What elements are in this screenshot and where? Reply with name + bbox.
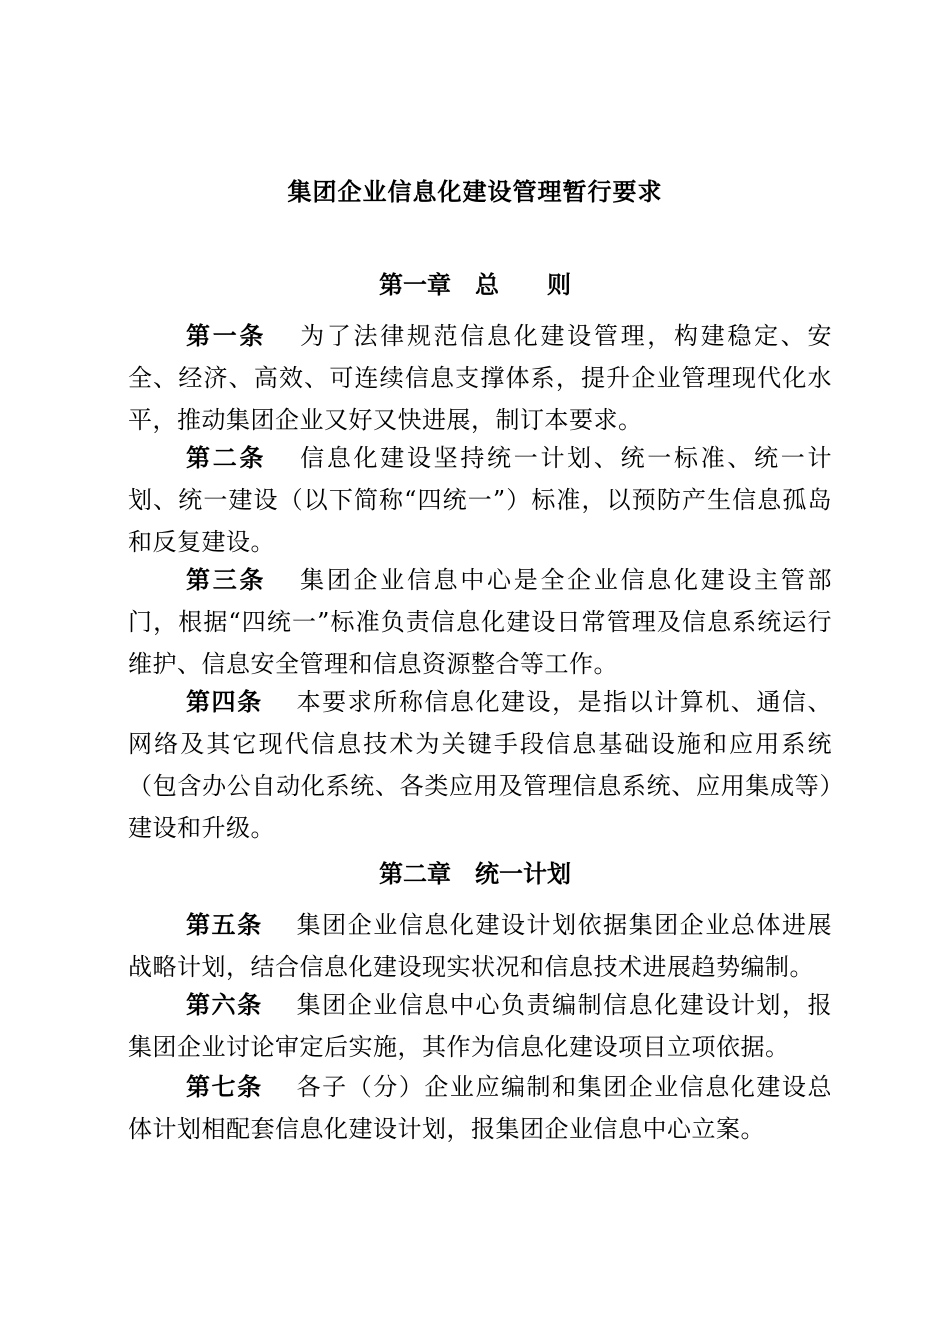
article-label: 第七条 bbox=[186, 1073, 263, 1101]
article-label: 第四条 bbox=[186, 688, 263, 716]
article-label: 第五条 bbox=[186, 911, 263, 939]
chapter-heading-2: 第二章 统一计划 bbox=[379, 860, 571, 888]
article-text: 集团企业信息化建设计划依据集团企业总体进展战略计划，结合信息化建设现实状况和信息技术进展趋势编制。 bbox=[128, 911, 833, 981]
article-2 bbox=[128, 437, 832, 563]
article-text: 为了法律规范信息化建设管理，构建稳定、安全、经济、高效、可连续信息支撑体系，提升企业管理现代化水平，推动集团企业又好又快进展，制订本要求。 bbox=[128, 322, 833, 434]
chapter-heading-1: 第一章 总 则 bbox=[379, 271, 571, 299]
article-label: 第六条 bbox=[186, 991, 263, 1019]
article-3 bbox=[128, 559, 832, 685]
article-text: 各子（分）企业应编制和集团企业信息化建设总体计划相配套信息化建设计划，报集团企业信息中心立案。 bbox=[128, 1073, 833, 1143]
article-6 bbox=[128, 984, 832, 1068]
document-title: 集团企业信息化建设管理暂行要求 bbox=[287, 178, 663, 206]
article-label: 第三条 bbox=[186, 566, 267, 594]
article-5 bbox=[128, 904, 832, 988]
article-4 bbox=[128, 681, 832, 849]
article-1 bbox=[128, 315, 832, 441]
article-text: 集团企业信息中心是全企业信息化建设主管部门，根据“四统一”标准负责信息化建设日常管理及信息系统运行维护、信息安全管理和信息资源整合等工作。 bbox=[128, 566, 833, 678]
article-text: 信息化建设坚持统一计划、统一标准、统一计划、统一建设（以下简称“四统一”）标准，以预防产生信息孤岛和反复建设。 bbox=[128, 444, 833, 556]
article-label: 第一条 bbox=[186, 322, 267, 350]
article-label: 第二条 bbox=[186, 444, 267, 472]
article-text: 本要求所称信息化建设，是指以计算机、通信、网络及其它现代信息技术为关键手段信息基础设施和应用系统（包含办公自动化系统、各类应用及管理信息系统、应用集成等）建设和升级。 bbox=[128, 688, 833, 842]
article-text: 集团企业信息中心负责编制信息化建设计划，报集团企业讨论审定后实施，其作为信息化建设项目立项依据。 bbox=[128, 991, 833, 1061]
article-7 bbox=[128, 1066, 832, 1150]
